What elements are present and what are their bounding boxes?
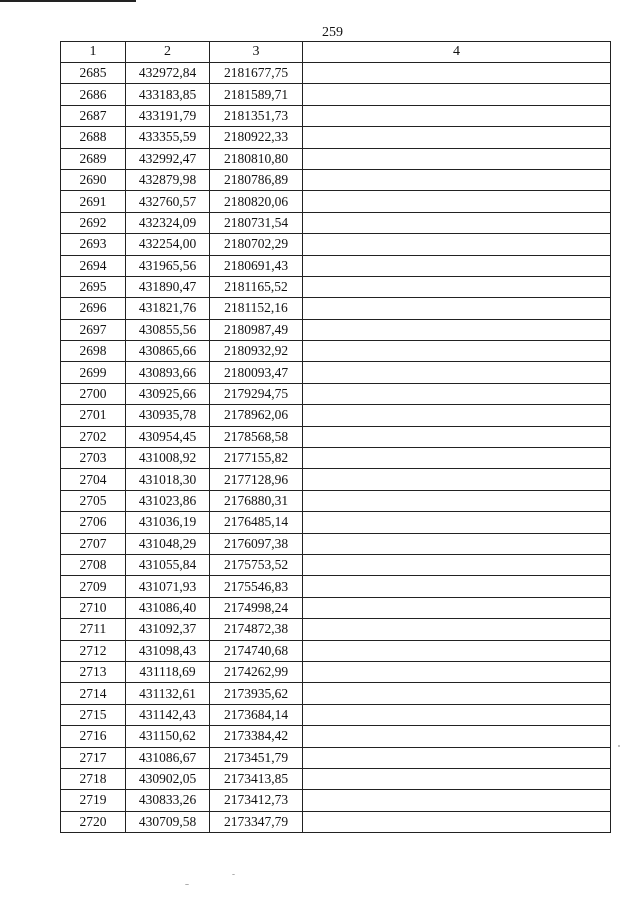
row-number-cell: 2698 <box>61 341 126 362</box>
y-coordinate-cell: 2173413,85 <box>210 768 303 789</box>
y-coordinate-cell: 2178962,06 <box>210 405 303 426</box>
y-coordinate-cell: 2181677,75 <box>210 63 303 84</box>
row-number-cell: 2705 <box>61 490 126 511</box>
note-cell <box>303 191 611 212</box>
y-coordinate-cell: 2173684,14 <box>210 704 303 725</box>
row-number-cell: 2685 <box>61 63 126 84</box>
y-coordinate-cell: 2176485,14 <box>210 512 303 533</box>
y-coordinate-cell: 2180820,06 <box>210 191 303 212</box>
y-coordinate-cell: 2173347,79 <box>210 811 303 832</box>
row-number-cell: 2695 <box>61 276 126 297</box>
note-cell <box>303 84 611 105</box>
x-coordinate-cell: 431142,43 <box>126 704 210 725</box>
note-cell <box>303 597 611 618</box>
x-coordinate-cell: 431118,69 <box>126 661 210 682</box>
row-number-cell: 2696 <box>61 298 126 319</box>
x-coordinate-cell: 430925,66 <box>126 383 210 404</box>
note-cell <box>303 640 611 661</box>
row-number-cell: 2686 <box>61 84 126 105</box>
x-coordinate-cell: 431048,29 <box>126 533 210 554</box>
note-cell <box>303 490 611 511</box>
table-row <box>61 255 611 276</box>
y-coordinate-cell: 2174262,99 <box>210 661 303 682</box>
table-row <box>61 490 611 511</box>
x-coordinate-cell: 431018,30 <box>126 469 210 490</box>
y-coordinate-cell: 2181589,71 <box>210 84 303 105</box>
x-coordinate-cell: 431071,93 <box>126 576 210 597</box>
header-row <box>61 42 611 63</box>
column-header-4: 4 <box>303 42 611 63</box>
x-coordinate-cell: 432879,98 <box>126 169 210 190</box>
note-cell <box>303 127 611 148</box>
x-coordinate-cell: 433355,59 <box>126 127 210 148</box>
note-cell <box>303 405 611 426</box>
table-row <box>61 234 611 255</box>
note-cell <box>303 726 611 747</box>
y-coordinate-cell: 2181351,73 <box>210 105 303 126</box>
note-cell <box>303 148 611 169</box>
note-cell <box>303 362 611 383</box>
table-row <box>61 597 611 618</box>
note-cell <box>303 298 611 319</box>
table-row <box>61 533 611 554</box>
table-row <box>61 683 611 704</box>
x-coordinate-cell: 430865,66 <box>126 341 210 362</box>
table-row <box>61 63 611 84</box>
table-row <box>61 383 611 404</box>
y-coordinate-cell: 2174872,38 <box>210 619 303 640</box>
row-number-cell: 2688 <box>61 127 126 148</box>
x-coordinate-cell: 432760,57 <box>126 191 210 212</box>
table-row <box>61 811 611 832</box>
y-coordinate-cell: 2180691,43 <box>210 255 303 276</box>
table-row <box>61 105 611 126</box>
row-number-cell: 2710 <box>61 597 126 618</box>
row-number-cell: 2716 <box>61 726 126 747</box>
x-coordinate-cell: 431965,56 <box>126 255 210 276</box>
table-row <box>61 619 611 640</box>
note-cell <box>303 661 611 682</box>
note-cell <box>303 105 611 126</box>
table-row <box>61 169 611 190</box>
row-number-cell: 2709 <box>61 576 126 597</box>
row-number-cell: 2703 <box>61 448 126 469</box>
note-cell <box>303 383 611 404</box>
table-row <box>61 448 611 469</box>
row-number-cell: 2717 <box>61 747 126 768</box>
y-coordinate-cell: 2174998,24 <box>210 597 303 618</box>
y-coordinate-cell: 2180987,49 <box>210 319 303 340</box>
note-cell <box>303 768 611 789</box>
table-row <box>61 276 611 297</box>
x-coordinate-cell: 430893,66 <box>126 362 210 383</box>
coordinates-table <box>60 41 611 833</box>
row-number-cell: 2699 <box>61 362 126 383</box>
table-row <box>61 704 611 725</box>
x-coordinate-cell: 431036,19 <box>126 512 210 533</box>
row-number-cell: 2693 <box>61 234 126 255</box>
x-coordinate-cell: 431086,40 <box>126 597 210 618</box>
note-cell <box>303 234 611 255</box>
x-coordinate-cell: 431023,86 <box>126 490 210 511</box>
row-number-cell: 2711 <box>61 619 126 640</box>
x-coordinate-cell: 431055,84 <box>126 554 210 575</box>
y-coordinate-cell: 2180922,33 <box>210 127 303 148</box>
y-coordinate-cell: 2175753,52 <box>210 554 303 575</box>
table-body <box>61 63 611 833</box>
note-cell <box>303 747 611 768</box>
row-number-cell: 2694 <box>61 255 126 276</box>
column-header-2: 2 <box>126 42 210 63</box>
x-coordinate-cell: 431132,61 <box>126 683 210 704</box>
table-row <box>61 790 611 811</box>
note-cell <box>303 63 611 84</box>
table-row <box>61 362 611 383</box>
table-row <box>61 191 611 212</box>
y-coordinate-cell: 2173935,62 <box>210 683 303 704</box>
x-coordinate-cell: 433191,79 <box>126 105 210 126</box>
y-coordinate-cell: 2180093,47 <box>210 362 303 383</box>
x-coordinate-cell: 431098,43 <box>126 640 210 661</box>
x-coordinate-cell: 430935,78 <box>126 405 210 426</box>
note-cell <box>303 426 611 447</box>
table-row <box>61 554 611 575</box>
row-number-cell: 2689 <box>61 148 126 169</box>
row-number-cell: 2708 <box>61 554 126 575</box>
y-coordinate-cell: 2173412,73 <box>210 790 303 811</box>
table-row <box>61 768 611 789</box>
page-number: 259 <box>322 25 343 40</box>
x-coordinate-cell: 431092,37 <box>126 619 210 640</box>
note-cell <box>303 255 611 276</box>
note-cell <box>303 276 611 297</box>
row-number-cell: 2707 <box>61 533 126 554</box>
y-coordinate-cell: 2180810,80 <box>210 148 303 169</box>
row-number-cell: 2687 <box>61 105 126 126</box>
table-row <box>61 341 611 362</box>
x-coordinate-cell: 431008,92 <box>126 448 210 469</box>
x-coordinate-cell: 430855,56 <box>126 319 210 340</box>
row-number-cell: 2714 <box>61 683 126 704</box>
table-row <box>61 426 611 447</box>
y-coordinate-cell: 2177155,82 <box>210 448 303 469</box>
row-number-cell: 2700 <box>61 383 126 404</box>
note-cell <box>303 683 611 704</box>
table-row <box>61 747 611 768</box>
y-coordinate-cell: 2174740,68 <box>210 640 303 661</box>
note-cell <box>303 533 611 554</box>
x-coordinate-cell: 431821,76 <box>126 298 210 319</box>
row-number-cell: 2719 <box>61 790 126 811</box>
row-number-cell: 2690 <box>61 169 126 190</box>
column-header-3: 3 <box>210 42 303 63</box>
row-number-cell: 2718 <box>61 768 126 789</box>
x-coordinate-cell: 430902,05 <box>126 768 210 789</box>
y-coordinate-cell: 2176880,31 <box>210 490 303 511</box>
row-number-cell: 2701 <box>61 405 126 426</box>
row-number-cell: 2697 <box>61 319 126 340</box>
table-row <box>61 298 611 319</box>
x-coordinate-cell: 432992,47 <box>126 148 210 169</box>
table-row <box>61 576 611 597</box>
table-row <box>61 405 611 426</box>
y-coordinate-cell: 2180702,29 <box>210 234 303 255</box>
x-coordinate-cell: 432254,00 <box>126 234 210 255</box>
y-coordinate-cell: 2181165,52 <box>210 276 303 297</box>
table-row <box>61 84 611 105</box>
y-coordinate-cell: 2181152,16 <box>210 298 303 319</box>
note-cell <box>303 704 611 725</box>
y-coordinate-cell: 2177128,96 <box>210 469 303 490</box>
note-cell <box>303 619 611 640</box>
x-coordinate-cell: 430709,58 <box>126 811 210 832</box>
y-coordinate-cell: 2178568,58 <box>210 426 303 447</box>
note-cell <box>303 554 611 575</box>
note-cell <box>303 341 611 362</box>
x-coordinate-cell: 433183,85 <box>126 84 210 105</box>
note-cell <box>303 512 611 533</box>
y-coordinate-cell: 2173451,79 <box>210 747 303 768</box>
table-row <box>61 726 611 747</box>
x-coordinate-cell: 431086,67 <box>126 747 210 768</box>
row-number-cell: 2692 <box>61 212 126 233</box>
column-header-1: 1 <box>61 42 126 63</box>
x-coordinate-cell: 431890,47 <box>126 276 210 297</box>
row-number-cell: 2712 <box>61 640 126 661</box>
y-coordinate-cell: 2180731,54 <box>210 212 303 233</box>
x-coordinate-cell: 432972,84 <box>126 63 210 84</box>
row-number-cell: 2691 <box>61 191 126 212</box>
y-coordinate-cell: 2179294,75 <box>210 383 303 404</box>
table-row <box>61 469 611 490</box>
table-row <box>61 661 611 682</box>
row-number-cell: 2720 <box>61 811 126 832</box>
y-coordinate-cell: 2180932,92 <box>210 341 303 362</box>
note-cell <box>303 448 611 469</box>
scan-speck <box>232 874 235 875</box>
x-coordinate-cell: 430833,26 <box>126 790 210 811</box>
row-number-cell: 2704 <box>61 469 126 490</box>
y-coordinate-cell: 2173384,42 <box>210 726 303 747</box>
table-row <box>61 512 611 533</box>
y-coordinate-cell: 2175546,83 <box>210 576 303 597</box>
x-coordinate-cell: 430954,45 <box>126 426 210 447</box>
table-row <box>61 640 611 661</box>
note-cell <box>303 469 611 490</box>
note-cell <box>303 576 611 597</box>
table-row <box>61 127 611 148</box>
row-number-cell: 2706 <box>61 512 126 533</box>
note-cell <box>303 212 611 233</box>
scan-speck <box>618 745 620 747</box>
x-coordinate-cell: 432324,09 <box>126 212 210 233</box>
corner-rule <box>0 0 136 2</box>
table-row <box>61 319 611 340</box>
row-number-cell: 2713 <box>61 661 126 682</box>
scan-speck <box>185 884 189 885</box>
note-cell <box>303 319 611 340</box>
table-row <box>61 148 611 169</box>
table-row <box>61 212 611 233</box>
row-number-cell: 2702 <box>61 426 126 447</box>
x-coordinate-cell: 431150,62 <box>126 726 210 747</box>
note-cell <box>303 169 611 190</box>
y-coordinate-cell: 2176097,38 <box>210 533 303 554</box>
note-cell <box>303 790 611 811</box>
row-number-cell: 2715 <box>61 704 126 725</box>
y-coordinate-cell: 2180786,89 <box>210 169 303 190</box>
note-cell <box>303 811 611 832</box>
